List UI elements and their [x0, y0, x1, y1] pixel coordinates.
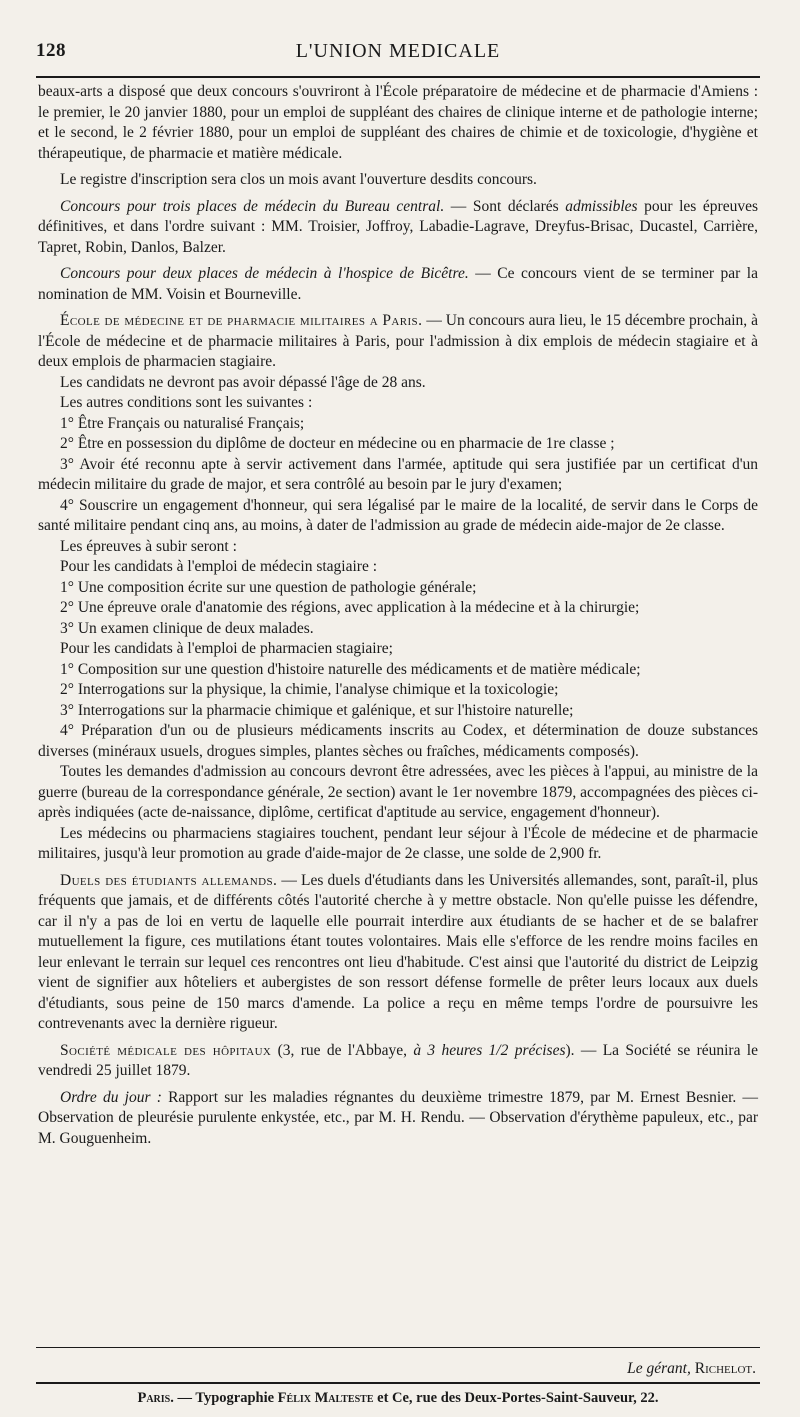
printer-address: et Ce, rue des Deux-Portes-Saint-Sauveur, 22. [373, 1390, 659, 1406]
running-head [36, 40, 760, 70]
paragraph-text: (3, rue de l'Abbaye, [271, 1041, 414, 1059]
page-number: 128 [36, 40, 66, 61]
printer-line [36, 1390, 760, 1407]
paragraph-solde: Les médecins ou pharmaciens stagiaires touchent, pendant leur séjour à l'École de médecine et de pharmacie militaires, jusqu'à leur promotion au grade d'aide-major de 2e classe, une solde de 2,900 fr. [38, 824, 758, 862]
paragraph-age: Les candidats ne devront pas avoir dépassé l'âge de 28 ans. [60, 373, 426, 391]
emphasis-admissibles: admissibles [565, 197, 638, 215]
section-heading-societe: Société médicale des hôpitaux [60, 1041, 272, 1059]
paragraph-amiens: beaux-arts a disposé que deux concours s'ouvriront à l'École préparatoire de médecine et de pharmacie d'Amiens : le premier, le 20 janvier 1880, pour un emploi de suppléant des chaires de clinique interne et de pathologie interne; et le second, le 2 février 1880, pour un emploi de suppléant des chaires de chimie et de toxicologie, d'hygiène et thérapeutique, de pharmacie et matière médicale. [38, 83, 758, 162]
exam-item: 3° Un examen clinique de deux malades. [60, 619, 314, 637]
paragraph-ordre-du-jour [38, 1088, 758, 1150]
signature-rule [36, 1347, 760, 1348]
condition-item: 3° Avoir été reconnu apte à servir activement dans l'armée, aptitude qui sera justifiée par un certificat d'un médecin militaire du grade de major, et sera contrôlé au besoin par le jury d'examen; [38, 455, 758, 493]
exam-item: 2° Une épreuve orale d'anatomie des régions, avec application à la médecine et à la chirurgie; [60, 599, 640, 616]
paragraph-text: ). — La Société se réunira le vendredi 25 juillet 1879. [38, 1041, 758, 1079]
paragraph-societe-medicale [38, 1041, 758, 1082]
printer-text: — Typographie [173, 1390, 278, 1406]
paragraph-conditions: Les autres conditions sont les suivantes : [60, 394, 313, 411]
section-heading-ordre-du-jour: Ordre du jour : [60, 1088, 162, 1106]
section-heading-duels: Duels des étudiants allemands. [60, 871, 278, 889]
condition-item: 2° Être en possession du diplôme de docteur en médecine ou en pharmacie de 1re classe ; [60, 435, 615, 452]
paragraph-registre: Le registre d'inscription sera clos un mois avant l'ouverture desdits concours. [60, 171, 537, 188]
exam-item: 3° Interrogations sur la pharmacie chimique et galénique, et sur l'histoire naturelle; [60, 701, 574, 719]
paragraph-text: — Un concours aura lieu, le 15 décembre prochain, à l'École de médecine et de pharmacie militaires à Paris, pour l'admission à dix emplois de médecin stagiaire et à deux emplois de pharmacien stagiaire. [38, 312, 758, 370]
paragraph-epreuves: Les épreuves à subir seront : [60, 537, 237, 555]
paragraph-text: — Ce concours vient de se terminer par la nomination de MM. Voisin et Bourneville. [38, 265, 758, 303]
signature-label: Le gérant, [627, 1360, 691, 1377]
paragraph-bicetre [38, 264, 758, 305]
paragraph-text: pour les épreuves définitives, et dans l'ordre suivant : MM. Troisier, Joffroy, Labadie-Lagrave, Dreyfus-Brisac, Ducastel, Carrière, Tapret, Robin, Danlos, Balzer. [38, 197, 758, 256]
paragraph-pharmacien-stagiaire: Pour les candidats à l'emploi de pharmacien stagiaire; [60, 640, 393, 657]
header-rule [36, 76, 760, 78]
printer-name: Félix Malteste [277, 1390, 374, 1406]
exam-item: 1° Une composition écrite sur une question de pathologie générale; [60, 578, 477, 596]
section-heading-ecole-militaire: École de médecine et de pharmacie militaires a Paris. [60, 312, 423, 329]
paragraph-text: Rapport sur les maladies régnantes du deuxième trimestre 1879, par M. Ernest Besnier. — Observation de pleurésie purulente enkystée, etc., par M. H. Rendu. — Observation d'érythème papuleux, etc., par M. Gouguenheim. [38, 1088, 758, 1147]
paragraph-demandes: Toutes les demandes d'admission au concours devront être adressées, avec les pièces à l'appui, au ministre de la guerre (bureau de la correspondance générale, 2e section) avant le 1er novembre 1879, accompagnées des pièces ci-après indiquées (acte de-naissance, diplôme, certificat d'aptitude au service, engagement d'honneur). [38, 763, 758, 821]
exam-item: 4° Préparation d'un ou de plusieurs médicaments inscrits au Codex, et détermination de douze substances diverses (minéraux usuels, drogues simples, plantes sèches ou fraîches, médicaments composés). [38, 722, 758, 760]
paragraph-bureau-central [38, 197, 758, 259]
condition-item: 4° Souscrire un engagement d'honneur, qui sera légalisé par le maire de la localité, de servir dans le Corps de santé militaire pendant cinq ans, au moins, à dater de l'admission au grade de médecin aide-major de 2e classe. [38, 496, 758, 534]
signature [627, 1360, 756, 1378]
journal-title: L'UNION MEDICALE [295, 40, 501, 62]
paragraph-duels [38, 871, 758, 1035]
signature-name: Richelot. [690, 1360, 756, 1377]
paragraph-medecin-stagiaire: Pour les candidats à l'emploi de médecin stagiaire : [60, 558, 378, 575]
article-body [38, 82, 758, 1155]
section-heading-bicetre: Concours pour deux places de médecin à l'hospice de Bicêtre. [60, 265, 469, 282]
paragraph-ecole-militaire [38, 311, 758, 373]
paragraph-text: — Sont déclarés [444, 197, 566, 215]
exam-item: 1° Composition sur une question d'histoire naturelle des médicaments et de matière médicale; [60, 660, 641, 678]
section-heading-bureau-central: Concours pour trois places de médecin du Bureau central. [60, 197, 445, 215]
paragraph-text: — Les duels d'étudiants dans les Universités allemandes, sont, paraît-il, plus fréquents que jamais, et de différents côtés l'autorité cherche à y mettre obstacle. Non qu'elle puisse les défendre, car il n'y a pas de loi en vertu de laquelle elle pourrait interdire aux étudiants de se hacher et de se balafrer mutuellement la figure, ces mutilations étant toutes volontaires. Mais elle s'efforce de les rendre moins faciles en leur enlevant le terrain sur lequel ces rencontres ont lieu d'habitude. C'est ainsi que l'autorité du district de Leipzig vient de signifier aux hôteliers et aubergistes de son ressort défense formelle de prêter leurs locaux aux duels d'étudiants, sous peine de 150 marcs d'amende. La police a reçu en même temps l'ordre de poursuivre les contrevenants avec la dernière rigueur. [38, 871, 758, 1032]
emphasis-heure: à 3 heures 1/2 précises [413, 1041, 566, 1059]
footer-rule [36, 1382, 760, 1384]
printer-city: Paris. [137, 1390, 174, 1406]
condition-item: 1° Être Français ou naturalisé Français; [60, 414, 305, 432]
exam-item: 2° Interrogations sur la physique, la chimie, l'analyse chimique et la toxicologie; [60, 681, 559, 698]
